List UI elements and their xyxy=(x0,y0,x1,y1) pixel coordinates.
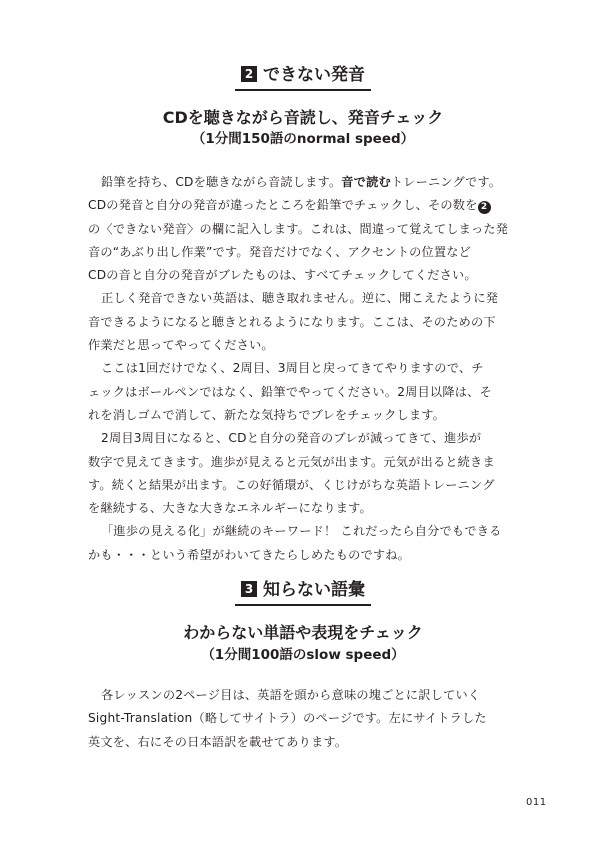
text-line: す。続くと結果が出ます。この好循環が、くじけがちな英語トレーニング xyxy=(88,477,495,492)
text-line: 数字で見えてきます。進歩が見えると元気が出ます。元気が出ると続きま xyxy=(88,454,495,469)
paragraph xyxy=(88,427,528,520)
circled-number: 2 xyxy=(478,201,491,214)
paragraph xyxy=(88,520,528,567)
section-3-body xyxy=(88,684,528,754)
text-line: の〈できない発音〉の欄に記入します。これは、間違って覚えてしまった発 xyxy=(88,221,509,236)
text-line: 鉛筆を持ち、CDを聴きながら音読します。音で読むトレーニングです。 xyxy=(101,175,502,189)
section-3-note: （1分間100語のslow speed） xyxy=(201,647,405,663)
text-line: かも・・・という希望がわいてきたらしめたものですね。 xyxy=(88,547,411,562)
section-2-note: （1分間150語のnormal speed） xyxy=(191,131,415,147)
paragraph xyxy=(88,287,528,357)
section-3-number: 3 xyxy=(241,581,257,597)
section-2-heading xyxy=(0,64,606,91)
text-line: れを消しゴムで消して、新たな気持ちでブレをチェックします。 xyxy=(88,407,446,422)
text-line: 作業だと思ってやってください。 xyxy=(88,338,274,353)
text-line: CDの発音と自分の発音が違ったところを鉛筆でチェックし、その数を 2 xyxy=(88,194,528,217)
text-line: 2周目3周目になると、CDと自分の発音のブレが減ってきて、進歩が xyxy=(101,431,482,446)
text-line: CDの音と自分の発音がブレたものは、すべてチェックしてください。 xyxy=(88,268,477,283)
page-number: 011 xyxy=(526,797,547,808)
text-line: ェックはボールペンではなく、鉛筆でやってください。2周目以降は、そ xyxy=(88,384,492,399)
text-line: 音の“あぶり出し作業”です。発音だけでなく、アクセントの位置など xyxy=(88,244,472,259)
paragraph xyxy=(88,171,528,287)
section-3-title-wrap xyxy=(235,579,371,606)
paragraph xyxy=(88,357,528,427)
text-line: 各レッスンの2ページ目は、英語を頭から意味の塊ごとに訳していく xyxy=(101,688,481,702)
section-3-subtitle: わからない単語や表現をチェック xyxy=(183,623,423,642)
text-line: 音できるようになると聴きとれるようになります。ここは、そのための下 xyxy=(88,314,496,329)
text-line: 「進歩の見える化」が継続のキーワード！ これだったら自分でもできる xyxy=(101,524,502,539)
section-2-title-wrap xyxy=(235,64,371,91)
text-line: ここは1回だけでなく、2周目、3周目と戻ってきてやりますので、チ xyxy=(101,361,484,376)
section-2-title: できない発音 xyxy=(263,65,365,85)
section-2-body xyxy=(88,171,528,567)
section-2-subtitle: CDを聴きながら音読し、発音チェック xyxy=(162,108,444,127)
section-3-heading xyxy=(0,579,606,606)
paragraph xyxy=(88,684,528,754)
text-line: 英文を、右にその日本語訳を載せてあります。 xyxy=(88,734,348,749)
text-line: を継続する、大きな大きなエネルギーになります。 xyxy=(88,501,372,516)
text-line: 正しく発音できない英語は、聴き取れません。逆に、聞こえたように発 xyxy=(101,291,499,306)
text-line: Sight-Translation（略してサイトラ）のページです。左にサイトラした xyxy=(88,711,487,726)
section-2-number: 2 xyxy=(241,66,257,82)
emphasis-text: 音で読む xyxy=(341,175,391,189)
section-3-title: 知らない語彙 xyxy=(263,580,365,600)
